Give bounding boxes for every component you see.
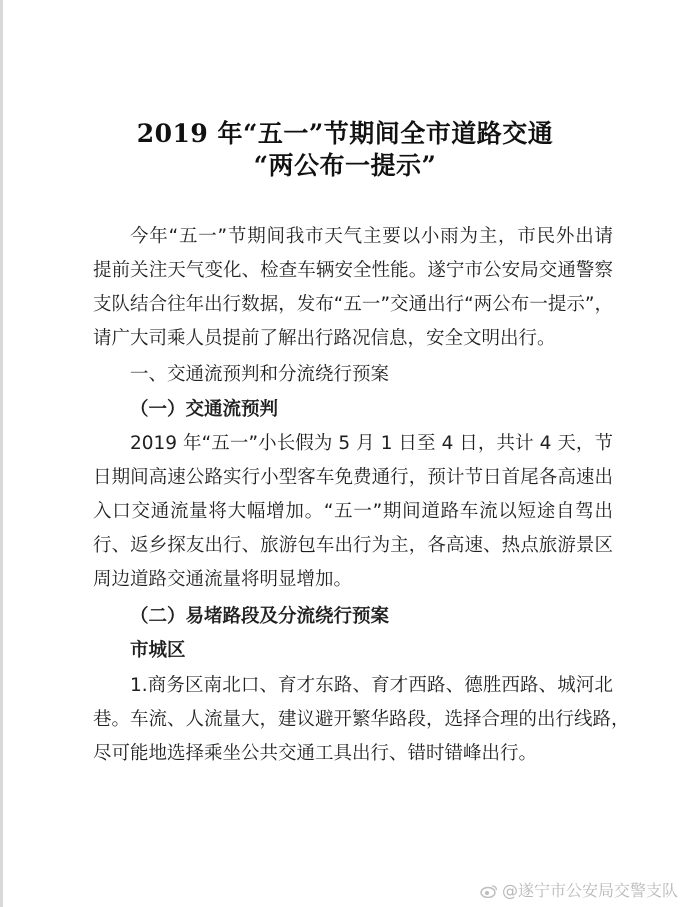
subsection-1-line-1: 2019 年“五一”小长假为 5 月 1 日至 4 日，共计 4 天，节: [130, 433, 613, 454]
document-title-line-2: “两公布一提示”: [253, 151, 437, 180]
weibo-watermark: [480, 878, 678, 901]
section-1-heading: 一、交通流预判和分流绕行预案: [130, 364, 390, 385]
intro-line-4: 请广大司乘人员提前了解出行路况信息，安全文明出行。: [93, 328, 556, 349]
intro-line-2: 提前关注天气变化、检查车辆安全性能。遂宁市公安局交通警察: [93, 260, 613, 281]
subsection-1-line-4: 行、返乡探友出行、旅游包车出行为主，各高速、热点旅游景区: [93, 535, 613, 556]
subsection-1-heading: （一）交通流预判: [130, 399, 279, 420]
district-line-2: 巷。车流、人流量大，建议避开繁华路段，选择合理的出行线路，: [93, 709, 630, 730]
intro-line-3: 支队结合往年出行数据，发布“五一”交通出行“两公布一提示”，: [93, 294, 613, 315]
document-title-line-1: 2019 年“五一”节期间全市道路交通: [136, 119, 554, 148]
district-line-1: 1.商务区南北口、育才东路、育才西路、德胜西路、城河北: [130, 675, 613, 696]
subsection-2-heading: （二）易堵路段及分流绕行预案: [130, 606, 390, 627]
intro-line-1: 今年“五一”节期间我市天气主要以小雨为主，市民外出请: [130, 226, 613, 247]
subsection-1-line-2: 日期间高速公路实行小型客车免费通行，预计节日首尾各高速出: [93, 467, 613, 488]
district-line-3: 尽可能地选择乘坐公共交通工具出行、错时错峰出行。: [93, 743, 538, 764]
subsection-1-line-3: 入口交通流量将大幅增加。“五一”期间道路车流以短途自驾出: [93, 501, 613, 522]
weibo-icon: [480, 883, 498, 897]
watermark-text: @遂宁市公安局交警支队: [501, 881, 678, 900]
district-heading: 市城区: [130, 640, 186, 661]
subsection-1-line-5: 周边道路交通流量将明显增加。: [93, 569, 353, 590]
